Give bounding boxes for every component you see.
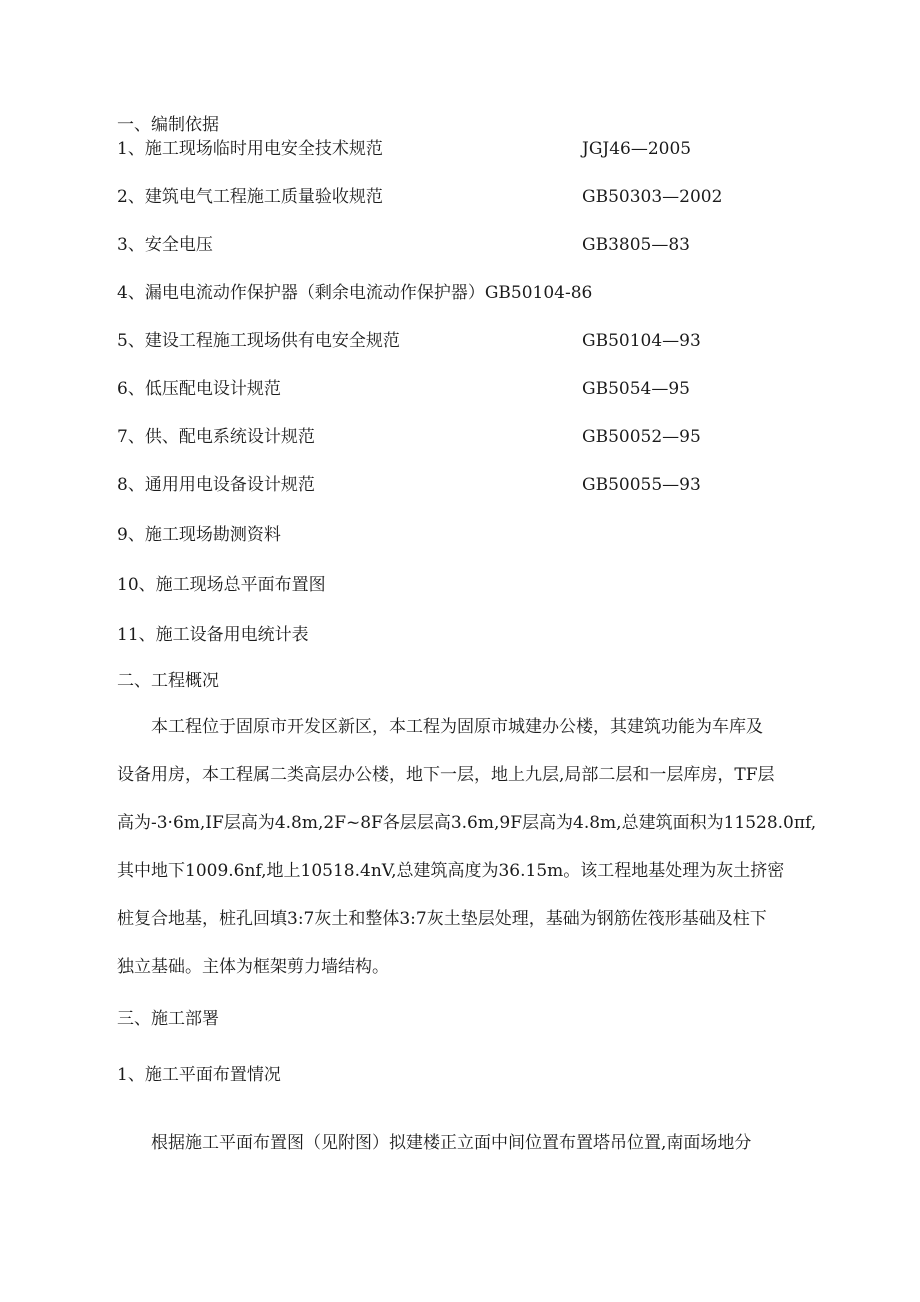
section-2-heading: 二、工程概况 bbox=[117, 671, 219, 691]
reference-name: 7、供、配电系统设计规范 bbox=[117, 427, 315, 447]
reference-name: 5、建设工程施工现场供有电安全规范 bbox=[117, 331, 400, 351]
paragraph-line: 其中地下1009.6nf,地上10518.4nV,总建筑高度为36.15m。该工程地基处理为灰土挤密 bbox=[117, 861, 785, 881]
reference-name: 6、低压配电设计规范 bbox=[117, 379, 281, 399]
reference-code: JGJ46—2005 bbox=[582, 139, 692, 159]
section-3-heading: 三、施工部署 bbox=[117, 1009, 219, 1029]
reference-code: GB50055—93 bbox=[582, 475, 701, 495]
reference-name: 3、安全电压 bbox=[117, 235, 213, 255]
reference-code: GB5054—95 bbox=[582, 379, 690, 399]
paragraph-line: 高为-3·6m,IF层高为4.8m,2F~8F各层层高3.6m,9F层高为4.8m,总建筑面积为11528.0πf, bbox=[117, 813, 817, 833]
paragraph-line: 独立基础。主体为框架剪力墙结构。 bbox=[117, 957, 389, 977]
paragraph-line: 根据施工平面布置图（见附图）拟建楼正立面中间位置布置塔吊位置,南面场地分 bbox=[117, 1133, 752, 1153]
reference-name: 4、漏电电流动作保护器（剩余电流动作保护器）GB50104-86 bbox=[117, 283, 593, 303]
reference-name: 11、施工设备用电统计表 bbox=[117, 625, 309, 645]
reference-code: GB50104—93 bbox=[582, 331, 701, 351]
reference-code: GB50303—2002 bbox=[582, 187, 723, 207]
paragraph-line: 桩复合地基，桩孔回填3:7灰土和整体3:7灰土垫层处理，基础为钢筋佐筏形基础及柱下 bbox=[117, 909, 767, 929]
paragraph-line: 设备用房，本工程属二类高层办公楼，地下一层，地上九层,局部二层和一层库房，TF层 bbox=[117, 765, 775, 785]
section-1-heading: 一、编制依据 bbox=[117, 115, 219, 135]
paragraph-line: 本工程位于固原市开发区新区，本工程为固原市城建办公楼，其建筑功能为车库及 bbox=[117, 717, 763, 737]
reference-name: 8、通用用电设备设计规范 bbox=[117, 475, 315, 495]
section-3-subheading: 1、施工平面布置情况 bbox=[117, 1065, 281, 1085]
reference-code: GB50052—95 bbox=[582, 427, 701, 447]
reference-name: 9、施工现场勘测资料 bbox=[117, 525, 281, 545]
reference-code: GB3805—83 bbox=[582, 235, 690, 255]
reference-name: 1、施工现场临时用电安全技术规范 bbox=[117, 139, 383, 159]
reference-name: 2、建筑电气工程施工质量验收规范 bbox=[117, 187, 383, 207]
reference-name: 10、施工现场总平面布置图 bbox=[117, 575, 326, 595]
